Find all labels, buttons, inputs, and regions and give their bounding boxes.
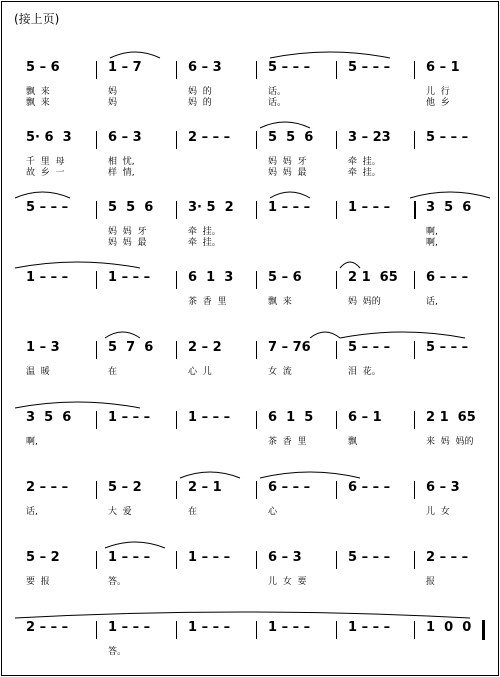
barline <box>96 271 97 289</box>
barline <box>256 481 257 499</box>
lyric-line-1: 要 报 <box>26 577 50 587</box>
lyric-line-2: 妈 的 <box>188 98 212 108</box>
slur-marks <box>10 340 490 360</box>
lyric-line-2: 飘 来 <box>26 98 50 108</box>
lyric-line-1: 妈 妈 牙 <box>108 227 147 237</box>
barline <box>256 201 257 219</box>
barline <box>336 201 337 219</box>
barline <box>414 271 415 289</box>
slur-arc <box>105 332 140 338</box>
barline <box>96 551 97 569</box>
measure-notes: 5 5 6 <box>268 130 314 145</box>
measure-notes: 3 5 6 <box>426 200 472 215</box>
lyric-line-1: 千 里 母 <box>26 157 65 167</box>
lyric-line-2: 故 乡 一 <box>26 168 65 178</box>
measure-notes: 1 – – – <box>268 620 311 635</box>
barline <box>256 551 257 569</box>
barline <box>336 411 337 429</box>
barline <box>336 621 337 639</box>
lyric-line-1: 话, <box>426 297 438 307</box>
measure-notes: 5 – – – <box>268 60 311 75</box>
barline <box>96 61 97 79</box>
slur-marks <box>10 200 490 220</box>
measure-notes: 2 – – – <box>188 130 231 145</box>
lyric-line-2: 样 情, <box>108 168 135 178</box>
lyric-line-2: 话。 <box>268 98 287 108</box>
measure-notes: 2 1 65 <box>426 410 476 425</box>
measure-notes: 6 – – – <box>426 270 469 285</box>
measure-notes: 2 – – – <box>26 620 69 635</box>
lyric-line-2: 牵 挂。 <box>188 238 221 248</box>
lyric-line-1: 飘 来 <box>268 297 292 307</box>
slur-arc <box>260 472 360 478</box>
slur-arc <box>15 612 470 618</box>
measure-notes: 5 – 2 <box>108 480 142 495</box>
lyric-line-1: 妈 妈 牙 <box>268 157 307 167</box>
lyric-line-1: 心 儿 <box>188 367 212 377</box>
barline <box>414 411 415 429</box>
slur-arc <box>180 472 240 478</box>
measure-notes: 1 – – – <box>268 200 311 215</box>
slur-marks <box>10 620 490 640</box>
measure-notes: 1 – 3 <box>26 340 60 355</box>
slur-marks <box>10 410 490 430</box>
barline <box>176 411 177 429</box>
lyric-line-1: 茶 香 里 <box>268 437 307 447</box>
slur-marks <box>10 480 490 500</box>
barline <box>414 481 415 499</box>
lyric-line-1: 妈 妈的 <box>348 297 381 307</box>
measure-notes: 1 – – – <box>188 550 231 565</box>
measure-notes: 6 – 3 <box>188 60 222 75</box>
slur-arc <box>260 122 310 128</box>
barline <box>256 271 257 289</box>
lyric-line-1: 飘 <box>348 437 358 447</box>
barline <box>96 201 97 219</box>
lyric-line-1: 相 忧, <box>108 157 135 167</box>
measure-notes: 5 5 6 <box>108 200 154 215</box>
lyric-line-1: 话, <box>26 507 38 517</box>
measure-notes: 3· 5 2 <box>188 200 234 215</box>
barline <box>414 61 415 79</box>
measure-notes: 7 – 76 <box>268 340 311 355</box>
measure-notes: 6 – 3 <box>268 550 302 565</box>
slur-arc <box>410 192 490 198</box>
slur-arc <box>15 262 140 268</box>
measure-notes: 5 – – – <box>426 130 469 145</box>
slur-arc <box>270 192 310 198</box>
lyric-line-2: 妈 妈 最 <box>108 238 147 248</box>
barline <box>96 341 97 359</box>
slur-arc <box>270 52 390 58</box>
measure-notes: 1 – – – <box>26 270 69 285</box>
barline <box>256 61 257 79</box>
measure-notes: 6 1 5 <box>268 410 314 425</box>
measure-notes: 2 – 2 <box>188 340 222 355</box>
lyric-line-1: 话。 <box>268 87 287 97</box>
lyric-line-1: 在 <box>188 507 198 517</box>
lyric-line-1: 牵 挂。 <box>188 227 221 237</box>
lyric-line-1: 儿 行 <box>426 87 450 97</box>
measure-notes: 6 1 3 <box>188 270 234 285</box>
barline <box>256 411 257 429</box>
slur-arc <box>15 402 140 408</box>
barline <box>96 131 97 149</box>
measure-notes: 6 – 1 <box>426 60 460 75</box>
barline <box>176 131 177 149</box>
barline <box>414 621 415 639</box>
barline <box>336 271 337 289</box>
measure-notes: 5 7 6 <box>108 340 154 355</box>
measure-notes: 5 – 6 <box>268 270 302 285</box>
slur-marks <box>10 130 490 150</box>
measure-notes: 1 – 7 <box>108 60 142 75</box>
barline <box>96 481 97 499</box>
measure-notes: 1 – – – <box>108 620 151 635</box>
barline <box>414 551 415 569</box>
barline <box>176 61 177 79</box>
lyric-line-2: 妈 <box>108 98 118 108</box>
slur-arc <box>310 332 340 338</box>
measure-notes: 1 – – – <box>348 620 391 635</box>
barline <box>176 481 177 499</box>
measure-notes: 1 – – – <box>188 410 231 425</box>
measure-notes: 5 – 6 <box>26 60 60 75</box>
lyric-line-1: 报 <box>426 577 436 587</box>
barline <box>96 411 97 429</box>
lyric-line-1: 温 暖 <box>26 367 50 377</box>
lyric-line-1: 答。 <box>108 647 127 657</box>
lyric-line-1: 啊, <box>426 227 438 237</box>
measure-notes: 5 – – – <box>348 340 391 355</box>
barline <box>336 131 337 149</box>
barline <box>336 481 337 499</box>
lyric-line-1: 女 流 <box>268 367 292 377</box>
barline <box>176 201 177 219</box>
measure-notes: 6 – – – <box>268 480 311 495</box>
lyric-line-1: 心 <box>268 507 278 517</box>
lyric-line-1: 牵 挂。 <box>348 157 381 167</box>
slur-arc <box>340 332 465 338</box>
lyric-line-1: 在 <box>108 367 118 377</box>
lyric-line-1: 儿 女 <box>426 507 450 517</box>
measure-notes: 3 5 6 <box>26 410 72 425</box>
measure-notes: 6 – 3 <box>108 130 142 145</box>
measure-notes: 1 – – – <box>188 620 231 635</box>
lyric-line-1: 儿 女 要 <box>268 577 307 587</box>
slur-arc <box>15 192 70 198</box>
measure-notes: 5 – – – <box>26 200 69 215</box>
barline <box>256 341 257 359</box>
barline <box>96 621 97 639</box>
measure-notes: 1 – – – <box>108 270 151 285</box>
lyric-line-1: 大 爱 <box>108 507 132 517</box>
lyric-line-1: 来 妈 妈的 <box>426 437 474 447</box>
page-note: (接上页) <box>14 12 60 26</box>
lyric-line-1: 妈 的 <box>188 87 212 97</box>
measure-notes: 5 – – – <box>348 60 391 75</box>
slur-marks <box>10 60 490 80</box>
final-barline <box>482 620 485 640</box>
measure-notes: 5 – – – <box>426 340 469 355</box>
measure-notes: 6 – 3 <box>426 480 460 495</box>
measure-notes: 2 – – – <box>426 550 469 565</box>
score-page <box>1 1 499 676</box>
lyric-line-1: 答。 <box>108 577 127 587</box>
lyric-line-1: 泪 花。 <box>348 367 381 377</box>
measure-notes: 1 – – – <box>108 550 151 565</box>
measure-notes: 2 – 1 <box>188 480 222 495</box>
barline <box>256 621 257 639</box>
barline <box>414 341 415 359</box>
lyric-line-2: 牵 挂。 <box>348 168 381 178</box>
slur-arc <box>105 542 165 548</box>
slur-marks <box>10 550 490 570</box>
barline <box>176 341 177 359</box>
measure-notes: 6 – – – <box>348 480 391 495</box>
measure-notes: 1 – – – <box>108 410 151 425</box>
lyric-line-1: 啊, <box>26 437 38 447</box>
measure-notes: 5 – 2 <box>26 550 60 565</box>
measure-notes: 1 0 0 <box>426 620 472 635</box>
slur-marks <box>10 270 490 290</box>
measure-notes: 5· 6 3 <box>26 130 72 145</box>
slur-arc <box>110 52 160 58</box>
measure-notes: 3 – 23 <box>348 130 391 145</box>
barline <box>414 131 415 149</box>
barline <box>336 341 337 359</box>
barline <box>176 621 177 639</box>
measure-notes: 5 – – – <box>348 550 391 565</box>
barline <box>336 61 337 79</box>
barline <box>414 201 416 219</box>
measure-notes: 6 – 1 <box>348 410 382 425</box>
barline <box>336 551 337 569</box>
lyric-line-2: 啊, <box>426 238 438 248</box>
barline <box>176 271 177 289</box>
measure-notes: 1 – – – <box>348 200 391 215</box>
barline <box>176 551 177 569</box>
lyric-line-2: 他 乡 <box>426 98 450 108</box>
lyric-line-1: 茶 香 里 <box>188 297 227 307</box>
lyric-line-1: 妈 <box>108 87 118 97</box>
measure-notes: 2 – – – <box>26 480 69 495</box>
measure-notes: 2 1 65 <box>348 270 398 285</box>
lyric-line-2: 妈 妈 最 <box>268 168 307 178</box>
barline <box>256 131 257 149</box>
slur-arc <box>340 262 360 268</box>
lyric-line-1: 飘 来 <box>26 87 50 97</box>
